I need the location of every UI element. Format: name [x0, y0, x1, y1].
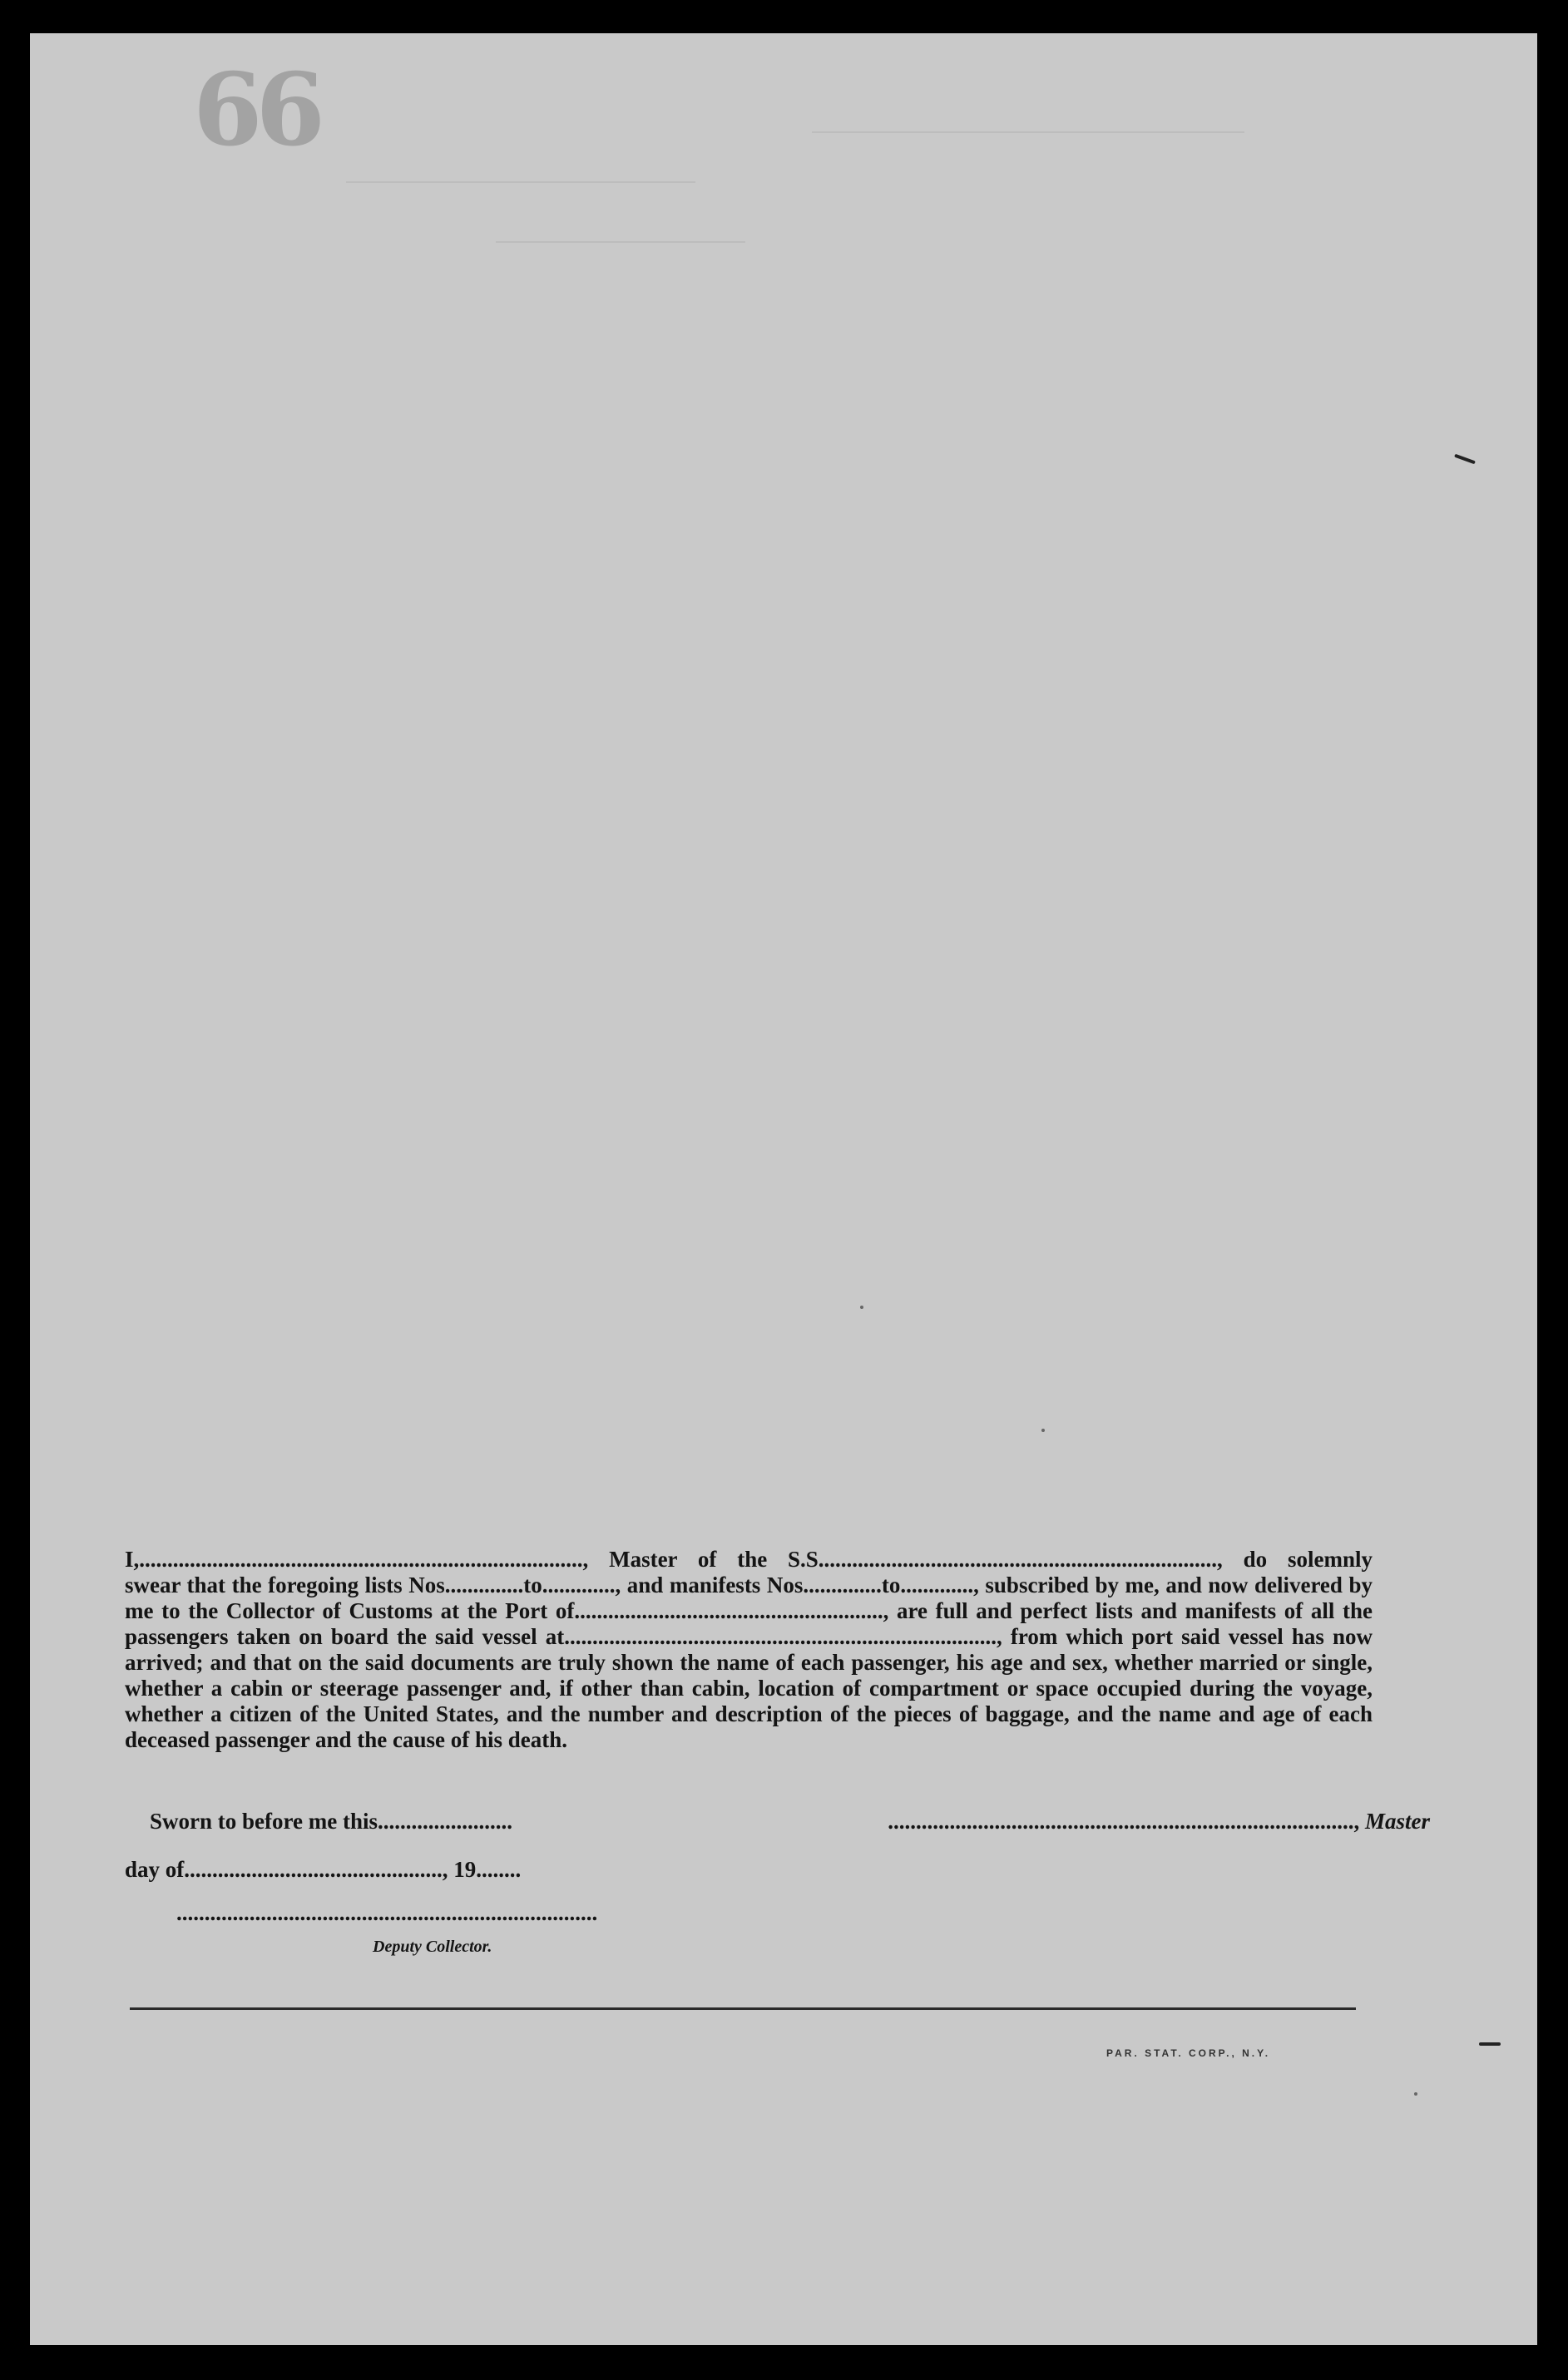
deputy-signature-dots: ........................................................................... [176, 1900, 598, 1925]
scan-speck [860, 1306, 863, 1309]
bleed-through-line [812, 131, 1244, 133]
printer-imprint: PAR. STAT. CORP., N.Y. [1106, 2047, 1271, 2059]
footer-rule [130, 2007, 1356, 2010]
master-signature-dots: ..................................................................................., [888, 1809, 1365, 1834]
oath-paragraph: swear that the foregoing lists Nos..............to............., and manifests Nos..............to............., subscribed by me, and now delivered by me to the Collector of Customs at the Port of......................................................., are full and perfect lists and manifests of all the passengers taken on board the said vessel at............................................................................., from which port said vessel has now arrived; and that on the said documents are truly shown the name of each passenger, his age and sex, whether married or single, whether a cabin or steerage passenger and, if other than cabin, location of compartment or space occupied during the voyage, whether a citizen of the United States, and the number and description of the pieces of baggage, and the name and age of each deceased passenger and the cause of his death. [125, 1573, 1373, 1752]
master-signature-line [888, 1809, 1430, 1834]
oath-statement [125, 1547, 1373, 1753]
scan-mark [1479, 2042, 1501, 2046]
page-number-stamp: 66 [193, 52, 319, 169]
bleed-through-line [346, 181, 695, 183]
sworn-before-me: Sworn to before me this........................ [150, 1809, 512, 1834]
scan-mark [1454, 454, 1476, 465]
scan-speck [1041, 1429, 1045, 1432]
manifest-page [30, 33, 1537, 2345]
bleed-through-line [496, 241, 745, 243]
oath-first-line: I,..............................................................................., Master of the S.S......................................................................., do solemnly [125, 1547, 1373, 1572]
master-label: Master [1364, 1809, 1430, 1834]
day-of-line: day of.............................................., 19........ [125, 1857, 522, 1882]
deputy-collector-label: Deputy Collector. [373, 1938, 492, 1956]
scan-speck [1414, 2092, 1417, 2096]
